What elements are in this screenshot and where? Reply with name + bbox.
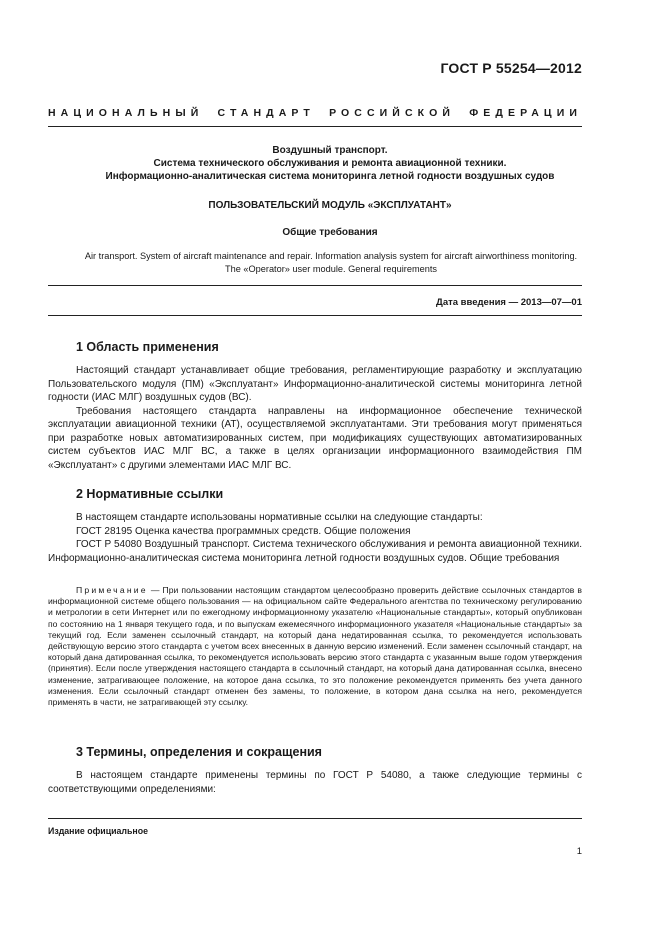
official-edition-label: Издание официальное	[48, 826, 148, 836]
section-3-body	[48, 769, 582, 796]
section-2-heading: 2 Нормативные ссылки	[76, 487, 224, 501]
paragraph: Требования настоящего стандарта направлены на информационное обеспечение технической эксплуатации авиационной техники (АТ), осуществляемой эксплуатантами. Эти требования могут применяться при разработке новых автоматизированных систем, при модификациях существующих автоматизированных систем субъектов ИАС МЛГ ВС, а также в целях организации информационного взаимодействия ПМ «Эксплуатант» с другими элементами ИАС МЛГ ВС.	[48, 405, 582, 471]
english-title-line: Air transport. System of aircraft maintenance and repair. Information analysis system for aircraft airworthiness monitoring.	[84, 251, 578, 261]
title-line: Информационно-аналитическая система мониторинга летной годности воздушных судов	[105, 171, 555, 182]
section-3-heading: 3 Термины, определения и сокращения	[76, 745, 322, 759]
paragraph: В настоящем стандарте применены термины по ГОСТ Р 54080, а также следующие термины с соответствующими определениями:	[48, 770, 582, 795]
subtitle: Общие требования	[282, 227, 378, 238]
note-text: — При пользовании настоящим стандартом целесообразно проверить действие ссылочных стандартов в информационной системе общего пользования — на официальном сайте Федерального агентства по техническому регулированию и метрологии в сети Интернет или по ежегодному информационному указателю «Национальные стандарты», который опубликован по состоянию на 1 января текущего года, и по выпускам ежемесячного информационного указателя «Национальные стандарты» за текущий год. Если заменен ссылочный стандарт, на который дана недатированная ссылка, то рекомендуется использовать действующую версию этого стандарта с учетом всех внесенных в данную версию изменений. Если заменен ссылочный стандарт, на который дана датированная ссылка, то рекомендуется использовать версию этого стандарта с указанным выше годом утверждения (принятия). Если после утверждения настоящего стандарта в ссылочный стандарт, на который дана датированная ссылка, внесено изменение, затрагивающее положение, на которое дана ссылка, то это положение рекомендуется применять без учета данного изменения. Если ссылочный стандарт отменен без замены, то положение, в котором дана ссылка на него, рекомендуется применять в части, не затрагивающей эту ссылку.	[48, 585, 582, 708]
section-1-heading: 1 Область применения	[76, 340, 219, 354]
module-title: ПОЛЬЗОВАТЕЛЬСКИЙ МОДУЛЬ «ЭКСПЛУАТАНТ»	[208, 200, 452, 211]
section-1-body	[48, 364, 582, 472]
document-title	[48, 144, 612, 183]
title-divider	[48, 285, 582, 286]
title-line: Воздушный транспорт.	[272, 145, 388, 156]
reference-item: ГОСТ 28195 Оценка качества программных средств. Общие положения	[76, 525, 411, 537]
paragraph: Настоящий стандарт устанавливает общие требования, регламентирующие разработку и эксплуатацию Пользовательского модуля (ПМ) «Эксплуатант» Информационно-аналитической системы мониторинга летной годности (ИАС МЛГ) воздушных судов (ВС).	[48, 365, 582, 403]
note-label: Примечание	[76, 585, 148, 595]
footer-divider	[48, 818, 582, 819]
note-block	[48, 585, 582, 708]
document-code: ГОСТ Р 55254—2012	[440, 60, 582, 76]
page-number: 1	[576, 846, 582, 857]
english-title	[44, 250, 618, 275]
date-divider	[48, 315, 582, 316]
title-line: Система технического обслуживания и ремонта авиационной техники.	[153, 158, 507, 169]
english-title-line: The «Operator» user module. General requirements	[225, 263, 437, 274]
national-standard-banner: НАЦИОНАЛЬНЫЙ СТАНДАРТ РОССИЙСКОЙ ФЕДЕРАЦИИ	[48, 107, 582, 119]
reference-item: ГОСТ Р 54080 Воздушный транспорт. Система технического обслуживания и ремонта авиационной техники. Информационно-аналитическая система мониторинга летной годности воздушных судов. Общие требования	[48, 539, 582, 564]
section-2-body	[48, 511, 582, 565]
paragraph: В настоящем стандарте использованы нормативные ссылки на следующие стандарты:	[76, 512, 483, 523]
banner-divider	[48, 126, 582, 127]
introduction-date: Дата введения — 2013—07—01	[436, 297, 582, 308]
